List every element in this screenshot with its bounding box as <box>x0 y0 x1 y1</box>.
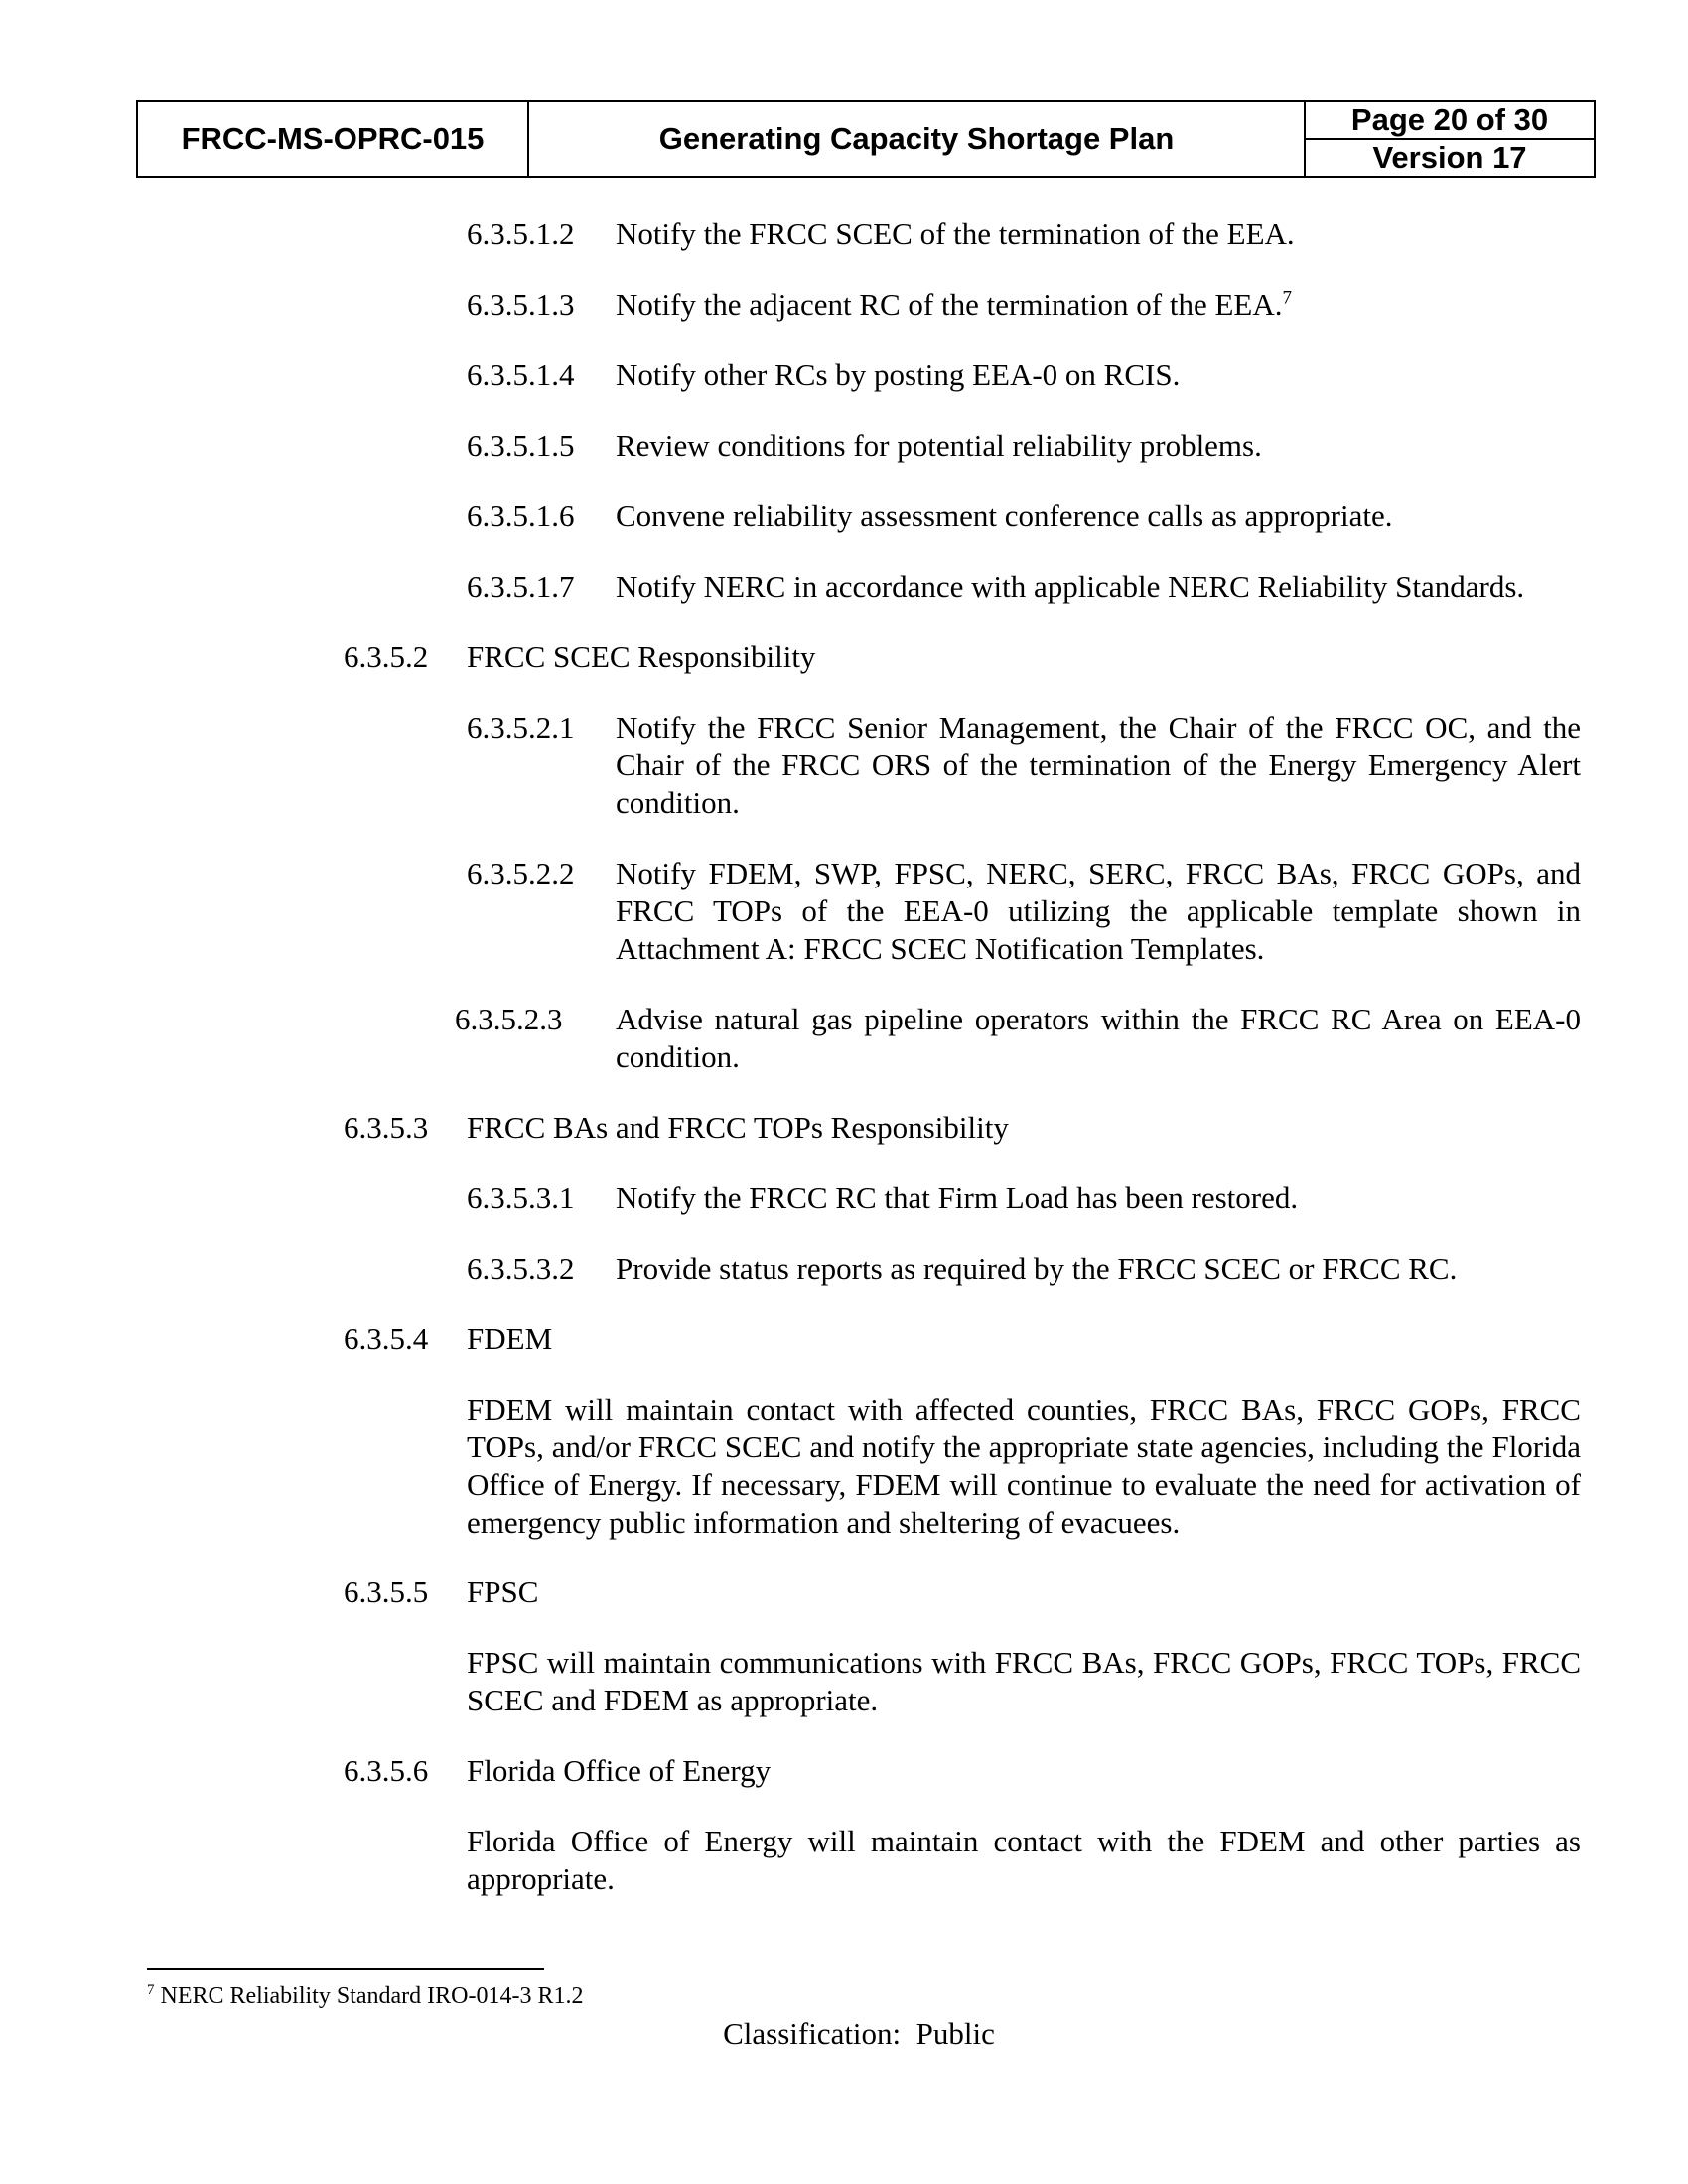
footnote-reference: 7 <box>1282 287 1292 309</box>
item-text: Notify FDEM, SWP, FPSC, NERC, SERC, FRCC BAs, FRCC GOPs, and FRCC TOPs of the EEA-0 utilizing the applicable template shown in Attachment A: FRCC SCEC Notification Templates. <box>616 856 1581 966</box>
section-number: 6.3.5.5 <box>344 1574 429 1609</box>
item-number: 6.3.5.2.3 <box>455 1002 563 1036</box>
footnote <box>147 1981 583 2011</box>
section-heading: FRCC BAs and FRCC TOPs Responsibility <box>467 1110 1009 1145</box>
item-number: 6.3.5.3.2 <box>467 1251 575 1286</box>
item-number: 6.3.5.1.7 <box>467 569 575 604</box>
item-number: 6.3.5.1.2 <box>467 216 575 251</box>
item-number: 6.3.5.1.3 <box>467 287 575 322</box>
item-number: 6.3.5.1.6 <box>467 498 575 533</box>
document-header <box>136 100 1596 178</box>
item-text: Review conditions for potential reliability problems. <box>616 428 1262 463</box>
item-text: Convene reliability assessment conference calls as appropriate. <box>616 498 1393 533</box>
section-number: 6.3.5.2 <box>344 639 429 674</box>
page-number: Page 20 of 30 <box>1306 102 1594 140</box>
section-heading: Florida Office of Energy <box>467 1753 772 1788</box>
item-text: Notify NERC in accordance with applicable NERC Reliability Standards. <box>616 569 1525 604</box>
section-paragraph: Florida Office of Energy will maintain contact with the FDEM and other parties as appropriate. <box>467 1824 1581 1896</box>
page-version-cell <box>1306 102 1594 176</box>
document-id: FRCC-MS-OPRC-015 <box>138 102 529 176</box>
item-text: Notify other RCs by posting EEA-0 on RCIS. <box>616 357 1181 392</box>
section-heading: FRCC SCEC Responsibility <box>467 639 816 674</box>
item-text: Notify the FRCC RC that Firm Load has been restored. <box>616 1180 1299 1215</box>
footnote-marker: 7 <box>147 1982 155 1998</box>
section-number: 6.3.5.3 <box>344 1110 429 1145</box>
classification <box>0 2015 1688 2053</box>
section-paragraph: FDEM will maintain contact with affected counties, FRCC BAs, FRCC GOPs, FRCC TOPs, and/or FRCC SCEC and notify the appropriate state agencies, including the Florida Office of Energy. If necessary, FDEM will continue to evaluate the need for activation of emergency public information and sheltering of evacuees. <box>467 1392 1581 1540</box>
section-number: 6.3.5.4 <box>344 1321 429 1356</box>
item-number: 6.3.5.1.5 <box>467 428 575 463</box>
item-number: 6.3.5.2.2 <box>467 856 575 890</box>
section-number: 6.3.5.6 <box>344 1753 429 1788</box>
item-text: Notify the FRCC SCEC of the termination of the EEA. <box>616 216 1295 251</box>
document-title: Generating Capacity Shortage Plan <box>529 102 1306 176</box>
item-number: 6.3.5.3.1 <box>467 1180 575 1215</box>
item-text: Notify the FRCC Senior Management, the Chair of the FRCC OC, and the Chair of the FRCC ORS of the termination of the Energy Emergency Alert condition. <box>616 710 1581 820</box>
classification-label: Classification: <box>723 2016 902 2051</box>
version-label: Version 17 <box>1372 140 1527 175</box>
section-heading: FPSC <box>467 1574 539 1609</box>
section-heading: FDEM <box>467 1321 553 1356</box>
item-number: 6.3.5.2.1 <box>467 710 575 745</box>
classification-value: Public <box>915 2016 995 2051</box>
item-text: Advise natural gas pipeline operators within the FRCC RC Area on EEA-0 condition. <box>616 1002 1581 1074</box>
item-number: 6.3.5.1.4 <box>467 357 575 392</box>
footnote-text: NERC Reliability Standard IRO-014-3 R1.2 <box>160 1983 584 2009</box>
item-text: Provide status reports as required by the FRCC SCEC or FRCC RC. <box>616 1251 1458 1286</box>
footnote-divider <box>147 1968 544 1970</box>
item-text: Notify the adjacent RC of the termination of the EEA.$^7$ <box>616 287 1292 322</box>
section-paragraph: FPSC will maintain communications with FRCC BAs, FRCC GOPs, FRCC TOPs, FRCC SCEC and FDEM as appropriate. <box>467 1645 1581 1717</box>
